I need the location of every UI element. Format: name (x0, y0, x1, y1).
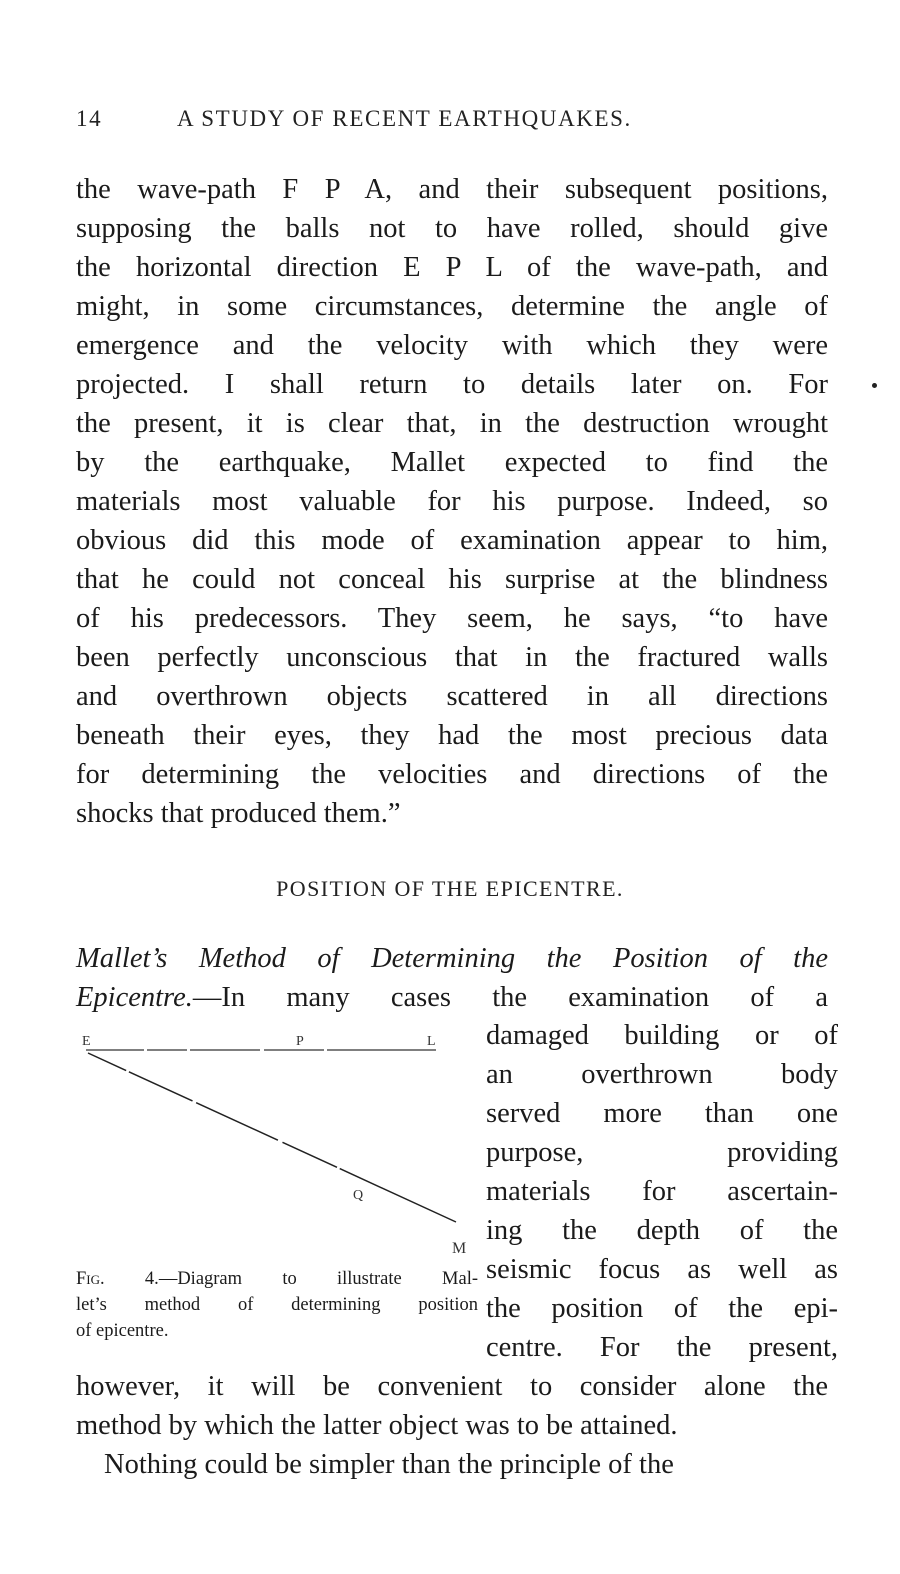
text-line: the wave-path F P A, and their subsequent positions, (76, 174, 828, 205)
text-line: materials for ascertain- (486, 1176, 838, 1207)
label-l: L (427, 1034, 436, 1049)
text-line: method by which the latter object was to be attained. (76, 1410, 678, 1441)
text-line: that he could not conceal his surprise at the blindness (76, 564, 828, 595)
text-line: might, in some circumstances, determine the angle of (76, 291, 828, 322)
epicentre-diagram (70, 1020, 470, 1265)
figure-caption-line: of epicentre. (76, 1321, 169, 1341)
text-line: emergence and the velocity with which they were (76, 330, 828, 361)
text-line: the position of the epi- (486, 1293, 838, 1324)
text-line: beneath their eyes, they had the most precious data (76, 720, 828, 751)
text-line: by the earthquake, Mallet expected to find the (76, 447, 828, 478)
text-line: supposing the balls not to have rolled, should give (76, 213, 828, 244)
label-e: E (82, 1034, 91, 1049)
text-line: been perfectly unconscious that in the fractured walls (76, 642, 828, 673)
label-p: P (296, 1034, 304, 1049)
text-line: damaged building or of (486, 1020, 838, 1051)
caption-text: —Diagram to illustrate Mal- (158, 1269, 478, 1289)
text-line: ing the depth of the (486, 1215, 838, 1246)
italic-run-in-heading-end: Epicentre. (76, 982, 193, 1013)
wave-path-line-em (88, 1053, 456, 1222)
text-line: an overthrown body (486, 1059, 838, 1090)
text-line: seismic focus as well as (486, 1254, 838, 1285)
italic-run-in-heading: Mallet’s Method of Determining the Position of the (76, 943, 828, 974)
page-number: 14 (76, 106, 103, 131)
text-line: materials most valuable for his purpose. Indeed, so (76, 486, 828, 517)
text-line: of his predecessors. They seem, he says, “to have (76, 603, 828, 634)
text-line: purpose, providing (486, 1137, 838, 1168)
text-line: shocks that produced them.” (76, 798, 401, 829)
paragraph-3-first-line: Nothing could be simpler than the principle of the (104, 1449, 674, 1480)
text-line: obvious did this mode of examination appear to him, (76, 525, 828, 556)
label-m: M (452, 1240, 467, 1257)
text-line: and overthrown objects scattered in all directions (76, 681, 828, 712)
text-line: for determining the velocities and directions of the (76, 759, 828, 790)
text-line: served more than one (486, 1098, 838, 1129)
figure-caption-line (76, 1268, 478, 1290)
running-title: A STUDY OF RECENT EARTHQUAKES. (177, 106, 632, 131)
figure-caption-line: let’s method of determining position (76, 1295, 478, 1315)
margin-mark (872, 383, 877, 388)
text-line: the horizontal direction E P L of the wave-path, and (76, 252, 828, 283)
text-line: centre. For the present, (486, 1332, 838, 1363)
label-q: Q (353, 1188, 364, 1203)
text-run: —In many cases the examination of a (192, 982, 828, 1013)
text-line: the present, it is clear that, in the destruction wrought (76, 408, 828, 439)
text-line (76, 979, 828, 1017)
figure-number: Fig. 4. (76, 1269, 159, 1289)
section-heading: POSITION OF THE EPICENTRE. (276, 876, 624, 901)
text-line: projected. I shall return to details later on. For (76, 369, 828, 400)
text-line: however, it will be convenient to consider alone the (76, 1371, 828, 1402)
